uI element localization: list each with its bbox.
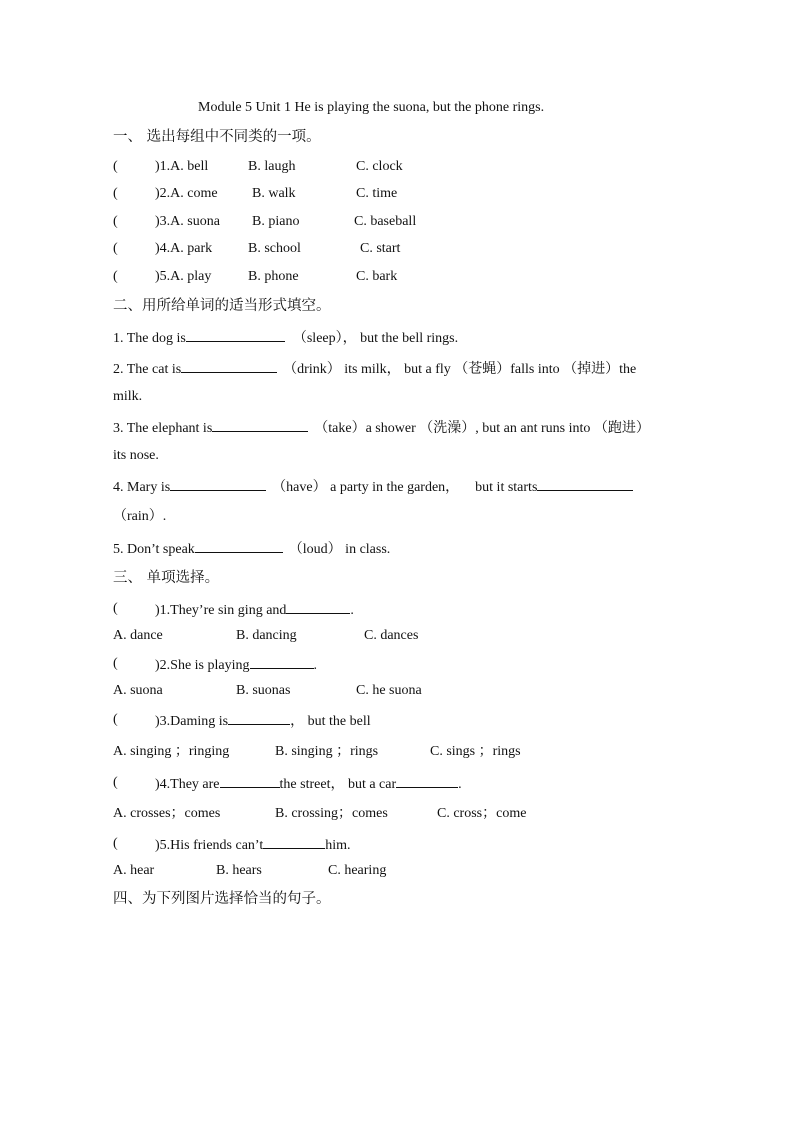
option-c: C. he suona: [356, 683, 422, 698]
fill-question-1: [113, 327, 458, 347]
option-c: C. dances: [364, 628, 419, 643]
option-c: C. cross；come: [437, 806, 527, 821]
item-option-c: C. start: [360, 241, 401, 256]
answer-paren: (: [113, 159, 118, 174]
option-a: A. singing ；ringing: [113, 744, 230, 759]
answer-paren: (: [113, 241, 118, 256]
item-option-b: B. phone: [248, 269, 299, 284]
option-b: B. dancing: [236, 628, 297, 643]
question-text-cont: （rain）.: [113, 509, 167, 524]
fill-question-3: [113, 417, 650, 437]
answer-blank[interactable]: [195, 538, 283, 553]
answer-paren: (: [113, 601, 118, 616]
question-text-cont: milk.: [113, 389, 143, 404]
item-option-b: B. laugh: [248, 159, 296, 174]
answer-blank[interactable]: [212, 417, 308, 432]
question-text: 4. Mary is: [113, 480, 171, 495]
part2-heading: 二、用所给单词的适当形式填空。: [113, 298, 331, 314]
question-text: （take）a shower （洗澡）, but an ant runs into （跑进）: [314, 421, 650, 436]
answer-paren: (: [113, 269, 118, 284]
answer-blank[interactable]: [537, 476, 633, 491]
fill-question-2: [113, 358, 683, 378]
answer-blank[interactable]: [396, 773, 458, 788]
option-b: B. suonas: [236, 683, 291, 698]
question-text: （have） a party in the garden，: [272, 480, 460, 495]
question-stem-end: ， but the bell: [290, 714, 371, 729]
answer-paren: (: [113, 775, 118, 790]
question-text-cont: its nose.: [113, 448, 159, 463]
option-b: B. hears: [216, 863, 262, 878]
item-option-a: )5.A. play: [155, 269, 212, 284]
item-option-c: C. bark: [356, 269, 398, 284]
answer-blank[interactable]: [220, 773, 280, 788]
question-text: （sleep）， but the bell rings.: [292, 331, 459, 346]
question-text: （loud） in class.: [288, 542, 391, 557]
worksheet-title: Module 5 Unit 1 He is playing the suona, but the phone rings.: [198, 100, 545, 115]
question-text: 2. The cat is: [113, 362, 182, 377]
question-stem-mid: the street， but a car: [279, 777, 397, 792]
option-c: C. sings ；rings: [430, 744, 521, 759]
item-option-a: )1.A. bell: [155, 159, 209, 174]
answer-paren: (: [113, 186, 118, 201]
option-c: C. hearing: [328, 863, 387, 878]
option-b: B. crossing；comes: [275, 806, 388, 821]
question-text: 1. The dog is: [113, 331, 186, 346]
answer-blank[interactable]: [170, 476, 266, 491]
item-option-a: )3.A. suona: [155, 214, 220, 229]
question-stem: )3.Daming is: [155, 714, 229, 729]
answer-blank[interactable]: [228, 710, 290, 725]
question-stem: )4.They are: [155, 777, 220, 792]
question-stem-end: .: [350, 603, 354, 618]
option-a: A. suona: [113, 683, 163, 698]
fill-question-5: [113, 538, 390, 558]
part4-heading: 四、为下列图片选择恰当的句子。: [113, 891, 331, 907]
question-text: 5. Don’t speak: [113, 542, 195, 557]
question-stem: )5.His friends can’t: [155, 838, 264, 853]
option-a: A. hear: [113, 863, 155, 878]
fill-question-4: [113, 476, 673, 496]
question-stem: )1.They’re sin ging and: [155, 603, 287, 618]
part3-heading: 三、 单项选择。: [113, 570, 220, 586]
question-stem-end: .: [458, 777, 462, 792]
question-text: （drink） its milk， but a fly （苍蝇）falls into （掉进）the: [283, 362, 637, 377]
answer-paren: (: [113, 214, 118, 229]
item-option-a: )4.A. park: [155, 241, 213, 256]
option-a: A. crosses；comes: [113, 806, 221, 821]
answer-blank[interactable]: [286, 599, 350, 614]
part1-heading: 一、 选出每组中不同类的一项。: [113, 129, 321, 145]
option-a: A. dance: [113, 628, 163, 643]
question-stem-end: .: [313, 658, 317, 673]
answer-blank[interactable]: [181, 358, 277, 373]
answer-blank[interactable]: [186, 327, 285, 342]
option-b: B. singing ；rings: [275, 744, 379, 759]
item-option-c: C. time: [356, 186, 398, 201]
answer-paren: (: [113, 836, 118, 851]
question-stem-end: him.: [325, 838, 351, 853]
item-option-c: C. clock: [356, 159, 403, 174]
item-option-b: B. school: [248, 241, 301, 256]
question-text: but it starts: [475, 480, 538, 495]
answer-paren: (: [113, 712, 118, 727]
answer-blank[interactable]: [250, 654, 314, 669]
item-option-b: B. walk: [252, 186, 296, 201]
item-option-b: B. piano: [252, 214, 300, 229]
item-option-a: )2.A. come: [155, 186, 218, 201]
item-option-c: C. baseball: [354, 214, 417, 229]
question-text: 3. The elephant is: [113, 421, 213, 436]
answer-paren: (: [113, 656, 118, 671]
answer-blank[interactable]: [263, 834, 325, 849]
question-stem: )2.She is playing: [155, 658, 250, 673]
